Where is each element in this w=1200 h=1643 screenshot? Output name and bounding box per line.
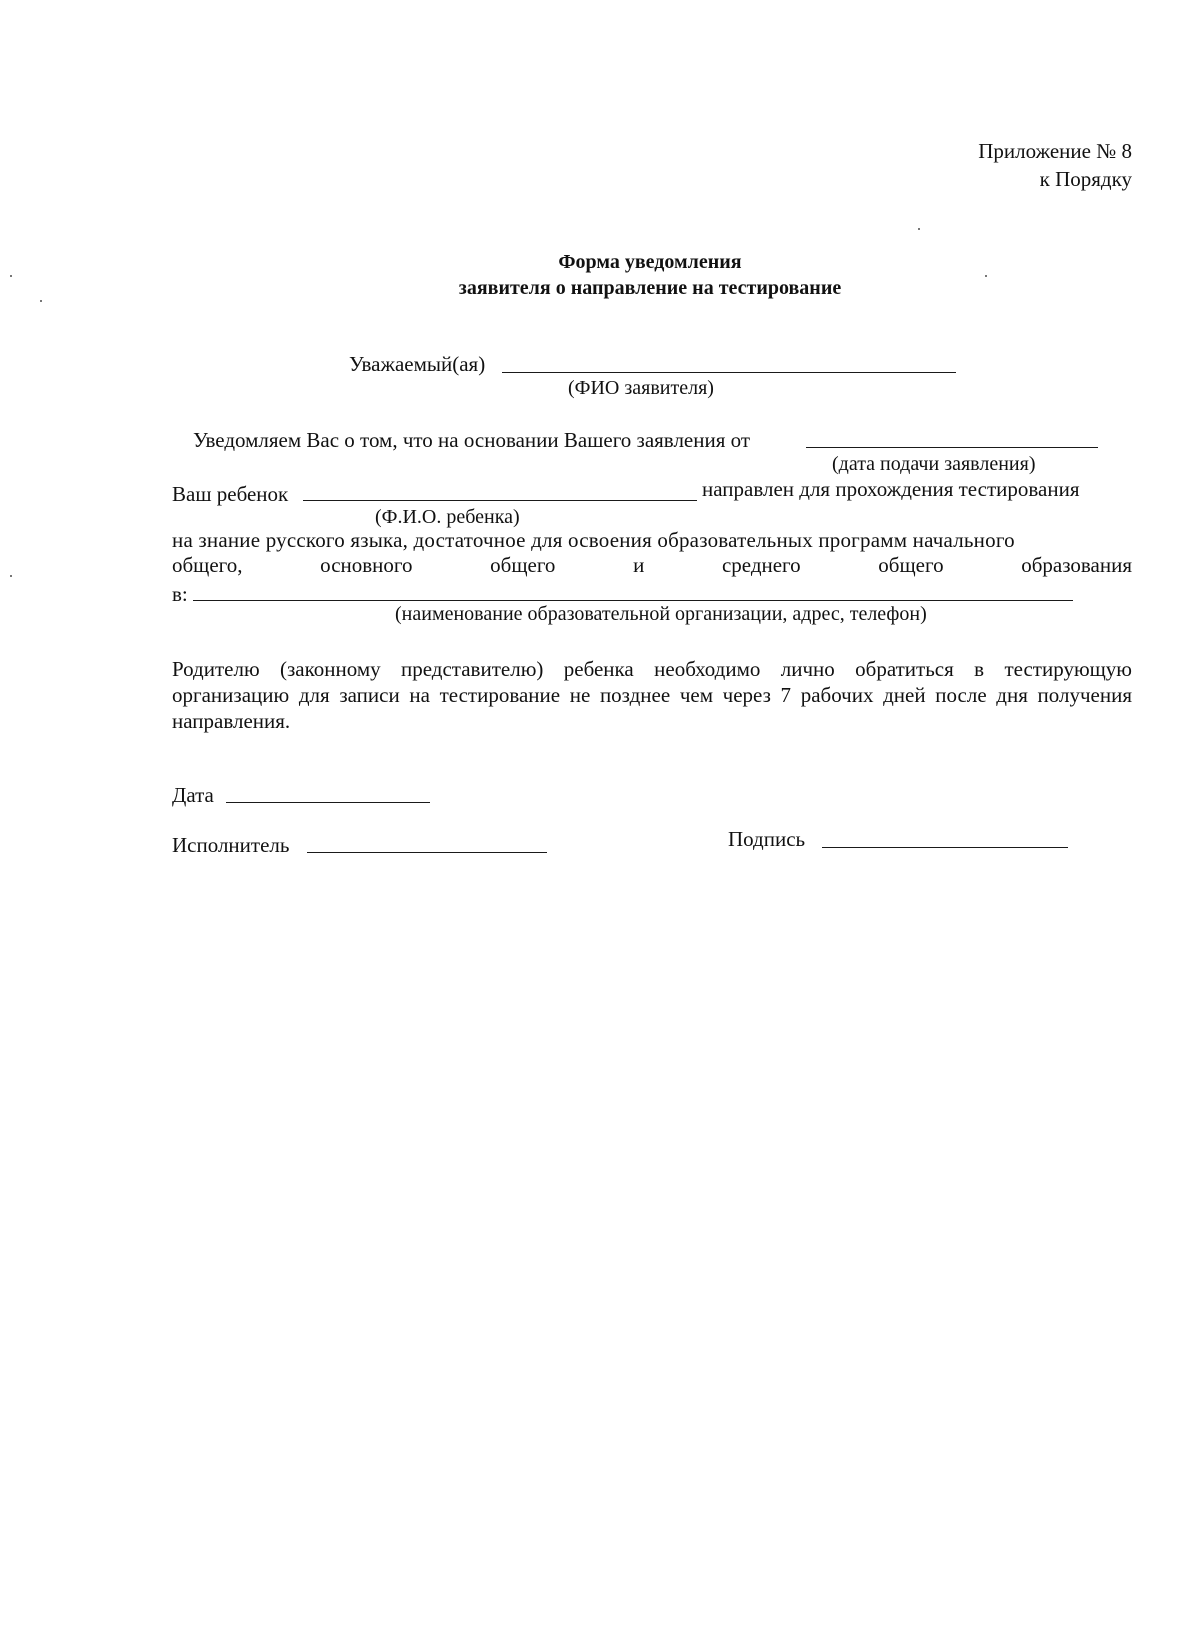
scan-speck bbox=[40, 300, 42, 302]
child-name-hint: (Ф.И.О. ребенка) bbox=[375, 506, 520, 528]
form-title-line2: заявителя о направление на тестирование bbox=[458, 277, 842, 299]
notice-line4-word: общего bbox=[878, 553, 944, 577]
scan-speck bbox=[10, 575, 12, 577]
organization-hint: (наименование образовательной организации, адрес, телефон) bbox=[395, 603, 927, 625]
scan-speck bbox=[918, 228, 920, 230]
date-label: Дата bbox=[172, 783, 214, 807]
notice-line4-word: среднего bbox=[721, 553, 801, 577]
organization-label: в: bbox=[172, 582, 188, 606]
notice-line3: на знание русского языка, достаточное для освоения образовательных программ начального bbox=[172, 528, 1015, 552]
executor-label: Исполнитель bbox=[172, 833, 290, 857]
notice-line4-word: общего, bbox=[172, 553, 243, 577]
child-name-field[interactable] bbox=[303, 500, 697, 501]
application-date-hint: (дата подачи заявления) bbox=[832, 453, 1036, 475]
organization-field[interactable] bbox=[193, 600, 1073, 601]
signature-label: Подпись bbox=[728, 827, 806, 851]
notice-line4-word: и bbox=[633, 553, 645, 577]
greeting-label: Уважаемый(ая) bbox=[349, 352, 486, 376]
instruction-paragraph: Родителю (законному представителю) ребенка необходимо лично обратиться в тестирующую организацию для записи на тестирование не позднее чем через 7 рабочих дней после дня получения направления. bbox=[172, 657, 1132, 733]
appendix-number: Приложение № 8 bbox=[978, 139, 1132, 163]
scan-speck bbox=[985, 275, 987, 277]
executor-field[interactable] bbox=[307, 852, 547, 853]
appendix-reference: к Порядку bbox=[1039, 167, 1132, 191]
scan-speck bbox=[10, 275, 12, 277]
notice-line4-word: образования bbox=[1021, 553, 1132, 577]
form-title-line1: Форма уведомления bbox=[558, 251, 742, 273]
child-directed-text: направлен для прохождения тестирования bbox=[702, 477, 1080, 501]
notice-line4-word: общего bbox=[490, 553, 556, 577]
notice-intro: Уведомляем Вас о том, что на основании Вашего заявления от bbox=[193, 428, 751, 452]
notice-line4 bbox=[172, 553, 1132, 577]
signature-field[interactable] bbox=[822, 847, 1068, 848]
applicant-name-hint: (ФИО заявителя) bbox=[568, 377, 714, 399]
child-label: Ваш ребенок bbox=[172, 482, 289, 506]
date-field[interactable] bbox=[226, 802, 430, 803]
applicant-name-field[interactable] bbox=[502, 372, 956, 373]
notice-line4-word: основного bbox=[320, 553, 413, 577]
application-date-field[interactable] bbox=[806, 447, 1098, 448]
